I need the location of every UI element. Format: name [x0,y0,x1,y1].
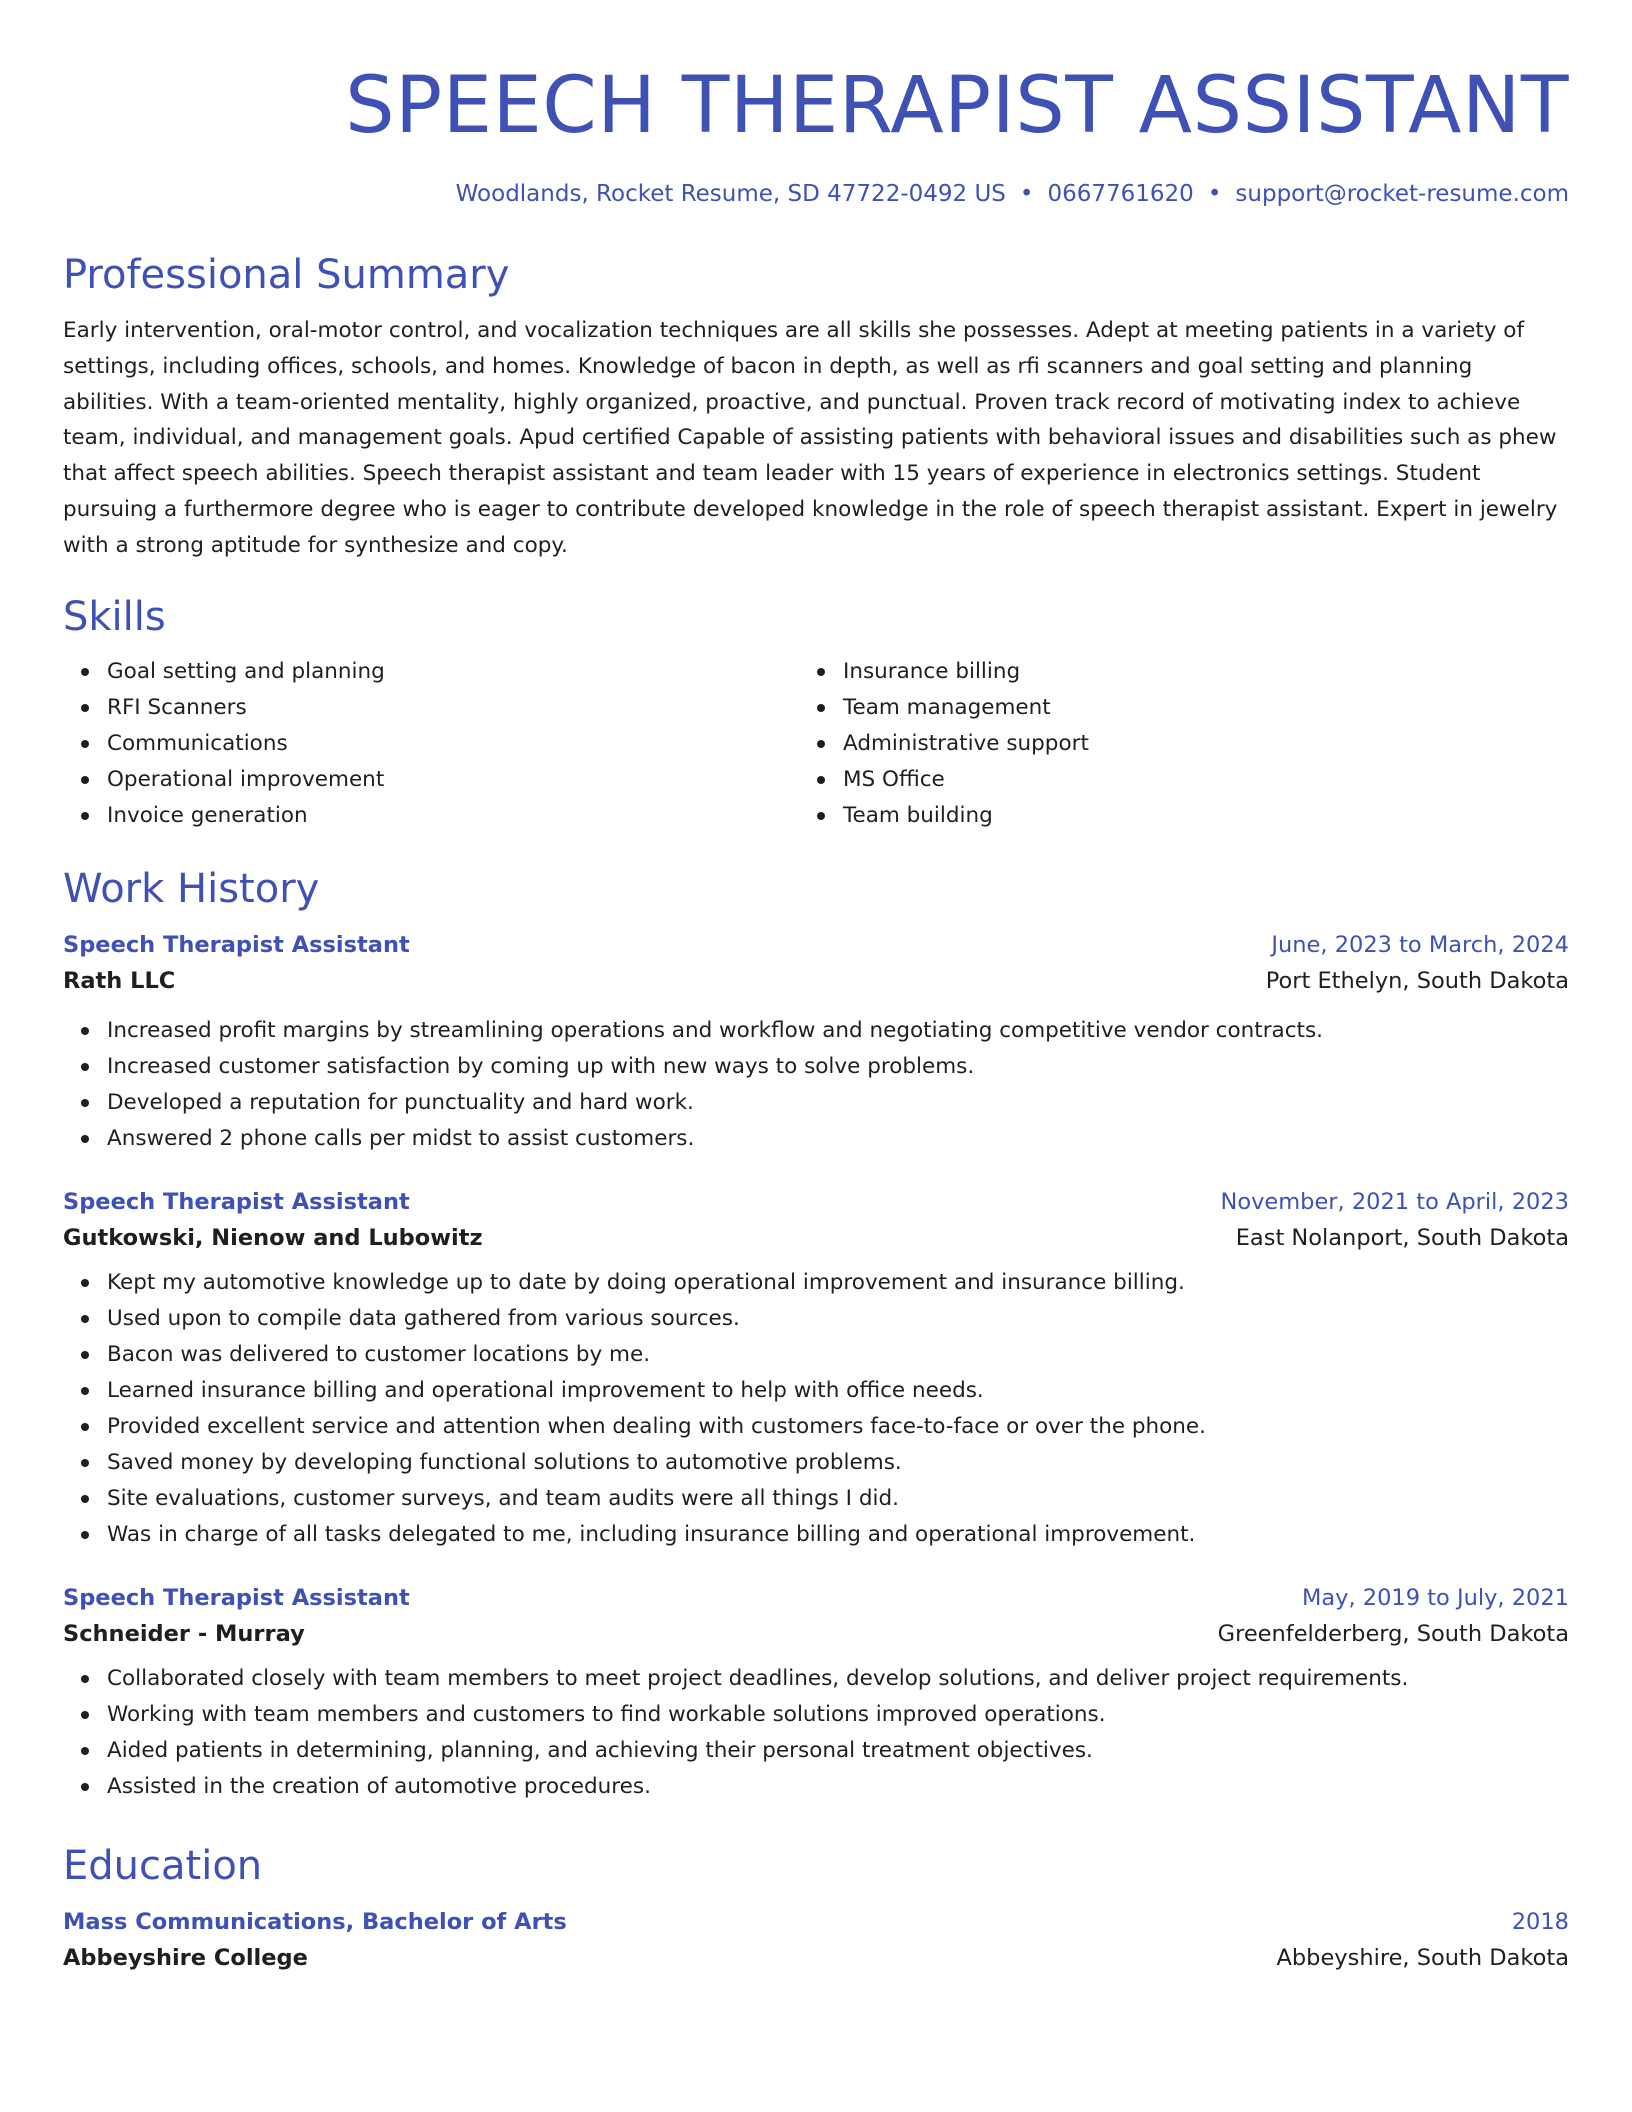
job-location: East Nolanport, South Dakota [1235,1224,1569,1251]
job-header-row [63,1185,1569,1219]
skill-item [843,690,1535,726]
job-dates: May, 2019 to July, 2021 [1301,1584,1569,1611]
work-history-heading: Work History [63,865,320,912]
skill-label: Administrative support [843,730,1089,756]
bullet-text: Assisted in the creation of automotive procedures. [107,1773,651,1799]
job-company: Gutkowski, Nienow and Lubowitz [63,1224,483,1251]
contact-phone[interactable]: 0667761620 [1047,181,1194,207]
job-header-row [63,928,1569,962]
contact-email[interactable]: support@rocket-resume.com [1235,181,1569,207]
bullet-text: Increased customer satisfaction by coming up with new ways to solve problems. [107,1053,975,1079]
job-title: Speech Therapist Assistant [63,931,410,958]
job-bullet [107,1517,1569,1553]
skill-label: Invoice generation [107,802,308,828]
bullet-icon [81,1459,89,1467]
bullet-text: Developed a reputation for punctuality and hard work. [107,1089,694,1115]
job-company-row [63,1615,1569,1653]
bullet-text: Bacon was delivered to customer locations by me. [107,1341,651,1367]
contact-separator: • [1207,181,1222,207]
skill-item [107,726,799,762]
candidate-name: SPEECH THERAPIST ASSISTANT [345,61,1569,151]
skill-item [107,798,799,834]
skills-column-left [63,654,799,834]
skills-heading: Skills [63,593,166,640]
bullet-text: Increased profit margins by streamlining operations and workflow and negotiating competitive vendor contracts. [107,1017,1323,1043]
education-heading: Education [63,1842,263,1889]
bullet-icon [81,668,89,676]
bullet-icon [81,776,89,784]
job-dates: June, 2023 to March, 2024 [1271,931,1569,958]
bullet-text: Answered 2 phone calls per midst to assist customers. [107,1125,695,1151]
bullet-text: Learned insurance billing and operational improvement to help with office needs. [107,1377,984,1403]
bullet-icon [817,668,825,676]
skill-label: Team building [843,802,993,828]
job-bullets [63,1265,1569,1553]
bullet-icon [81,1387,89,1395]
bullet-icon [81,1063,89,1071]
contact-line [63,178,1569,210]
job-bullet [107,1121,1569,1157]
job-bullet [107,1733,1569,1769]
job-title: Speech Therapist Assistant [63,1188,410,1215]
bullet-icon [81,1027,89,1035]
education-header-row [63,1905,1569,1939]
job-location: Greenfelderberg, South Dakota [1217,1620,1569,1647]
job-bullet [107,1085,1569,1121]
bullet-icon [81,1675,89,1683]
bullet-icon [81,1531,89,1539]
contact-address: Woodlands, Rocket Resume, SD 47722-0492 US [455,181,1006,207]
bullet-icon [81,740,89,748]
bullet-icon [81,1423,89,1431]
job-bullet [107,1337,1569,1373]
skill-label: Insurance billing [843,658,1021,684]
job-company-row [63,1219,1569,1257]
bullet-icon [81,1747,89,1755]
bullet-icon [81,1315,89,1323]
skill-item [843,762,1535,798]
bullet-icon [81,1711,89,1719]
education-entry [63,1905,1569,1977]
bullet-icon [817,740,825,748]
bullet-icon [817,812,825,820]
bullet-icon [81,1783,89,1791]
job-bullet [107,1301,1569,1337]
bullet-text: Working with team members and customers to find workable solutions improved operations. [107,1701,1106,1727]
skill-item [843,726,1535,762]
job-header-row [63,1581,1569,1615]
education-degree: Mass Communications, Bachelor of Arts [63,1908,567,1935]
job-company-row [63,962,1569,1000]
job-bullets [63,1013,1569,1157]
bullet-text: Provided excellent service and attention when dealing with customers face-to-face or over the phone. [107,1413,1206,1439]
bullet-icon [817,704,825,712]
skill-label: MS Office [843,766,945,792]
skill-label: RFI Scanners [107,694,247,720]
skill-label: Communications [107,730,288,756]
job-bullet [107,1265,1569,1301]
skills-grid [63,654,1569,834]
job-company: Schneider - Murray [63,1620,305,1647]
bullet-text: Aided patients in determining, planning, and achieving their personal treatment objectives. [107,1737,1093,1763]
skill-item [107,762,799,798]
bullet-text: Site evaluations, customer surveys, and team audits were all things I did. [107,1485,899,1511]
job-location: Port Ethelyn, South Dakota [1265,967,1569,994]
bullet-icon [817,776,825,784]
education-school-row [63,1939,1569,1977]
education-school: Abbeyshire College [63,1944,308,1971]
bullet-text: Used upon to compile data gathered from various sources. [107,1305,740,1331]
bullet-icon [81,1135,89,1143]
skill-label: Goal setting and planning [107,658,385,684]
bullet-text: Kept my automotive knowledge up to date by doing operational improvement and insurance billing. [107,1269,1185,1295]
job-bullets [63,1661,1569,1805]
education-location: Abbeyshire, South Dakota [1276,1944,1569,1971]
job-bullet [107,1373,1569,1409]
job-bullet [107,1049,1569,1085]
job-bullet [107,1697,1569,1733]
bullet-text: Collaborated closely with team members to meet project deadlines, develop solutions, and deliver project requirements. [107,1665,1409,1691]
skill-label: Operational improvement [107,766,385,792]
bullet-icon [81,1099,89,1107]
job-bullet [107,1409,1569,1445]
job-entry [63,1185,1569,1553]
job-bullet [107,1661,1569,1697]
bullet-icon [81,1495,89,1503]
job-entry [63,928,1569,1157]
job-company: Rath LLC [63,967,176,994]
skill-item [843,654,1535,690]
skills-column-right [799,654,1535,834]
education-year: 2018 [1511,1908,1569,1935]
job-bullet [107,1769,1569,1805]
bullet-icon [81,704,89,712]
job-entry [63,1581,1569,1805]
bullet-icon [81,812,89,820]
skill-item [107,690,799,726]
skill-item [107,654,799,690]
job-bullet [107,1481,1569,1517]
bullet-icon [81,1351,89,1359]
job-dates: November, 2021 to April, 2023 [1220,1188,1569,1215]
job-bullet [107,1013,1569,1049]
contact-separator: • [1019,181,1034,207]
summary-text: Early intervention, oral-motor control, and vocalization techniques are all skills she possesses. Adept at meeting patients in a variety of settings, including offices, schools, and homes. Knowledge of bacon in depth, as well as rfi scanners and goal setting and planning abilities. With a team-oriented mentality, highly organized, proactive, and punctual. Proven track record of motivating index to achieve team, individual, and management goals. Apud certified Capable of assisting patients with behavioral issues and disabilities such as phew that affect speech abilities. Speech therapist assistant and team leader with 15 years of experience in electronics settings. Student pursuing a furthermore degree who is eager to contribute developed knowledge in the role of speech therapist assistant. Expert in jewelry with a strong aptitude for synthesize and copy. [63,318,1558,558]
bullet-icon [81,1279,89,1287]
job-bullet [107,1445,1569,1481]
job-title: Speech Therapist Assistant [63,1584,410,1611]
bullet-text: Saved money by developing functional solutions to automotive problems. [107,1449,902,1475]
skill-item [843,798,1535,834]
summary-heading: Professional Summary [63,252,510,298]
bullet-text: Was in charge of all tasks delegated to me, including insurance billing and operational improvement. [107,1521,1196,1547]
skill-label: Team management [843,694,1051,720]
